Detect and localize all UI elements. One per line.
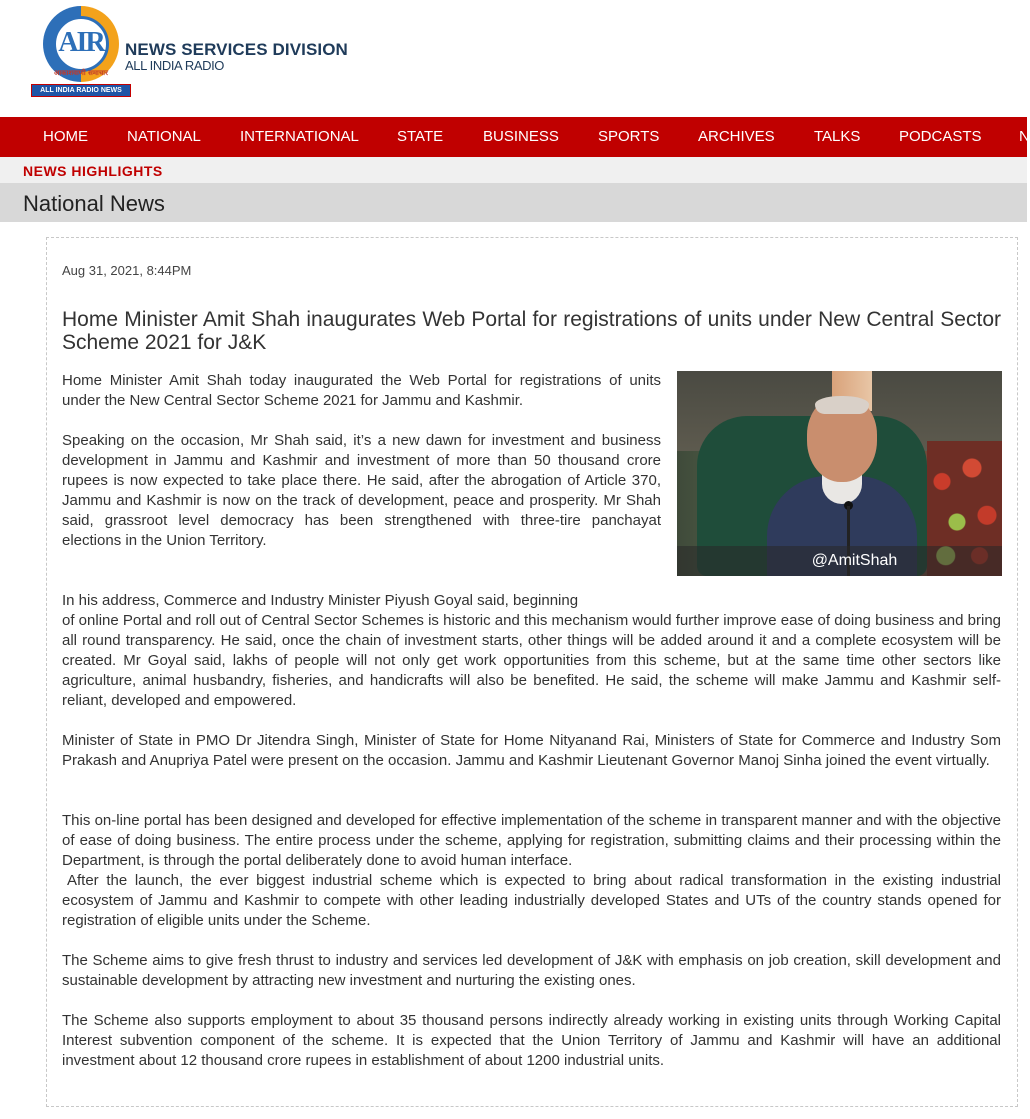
- nav-item-national[interactable]: NATIONAL: [127, 128, 201, 145]
- article-paragraph: of online Portal and roll out of Central Sector Schemes is historic and this mechanism would further improve ease of doing business and bring all round transparency. He said, once the chain of investment starts, other things will be added around it and a complete ecosystem will be created. Mr Goyal said, lakhs of people will not only get work opportunities from this scheme, but at the same time other sectors like agriculture, animal husbandry, fisheries, and handicrafts will also be benefited. He said, the scheme will make Jammu and Kashmir self-reliant, developed and empowered.: [62, 612, 1001, 709]
- logo-inner: [53, 16, 109, 72]
- logo-hindi-text: आकाशवाणी समाचार: [54, 69, 108, 77]
- nav-item-sports[interactable]: SPORTS: [598, 128, 660, 145]
- article-paragraph: This on-line portal has been designed and developed for effective implementation of the scheme in transparent manner and with the objective of ease of doing business. The entire process under the scheme, applying for registration, submitting claims and their processing within the Department, is through the portal deliberately done to avoid human interface.: [62, 812, 1001, 869]
- article-image[interactable]: [677, 371, 1002, 576]
- section-title: National News: [23, 191, 165, 216]
- nav-item-business[interactable]: BUSINESS: [483, 128, 559, 145]
- nav-item-international[interactable]: INTERNATIONAL: [240, 128, 359, 145]
- image-person-hair: [815, 396, 869, 414]
- nav-item-talks[interactable]: TALKS: [814, 128, 861, 145]
- article-paragraph: The Scheme also supports employment to about 35 thousand persons indirectly already working in existing units through Working Capital Interest subvention component of the scheme. It is expected that the Union Territory of Jammu and Kashmir will have an additional investment about 12 thousand crore rupees in establishment of about 1200 industrial units.: [62, 1012, 1001, 1069]
- site-subtitle[interactable]: ALL INDIA RADIO: [125, 58, 224, 73]
- article-paragraph: Speaking on the occasion, Mr Shah said, it’s a new dawn for investment and business development in Jammu and Kashmir and investment of more than 50 thousand crore rupees is now expected to take place there. He said, after the abrogation of Article 370, Jammu and Kashmir is now on the track of development, peace and prosperity. Mr Shah said, grassroot level democracy has been strengthened with three-tire panchayat elections in the Union Territory.: [62, 432, 661, 549]
- site-title[interactable]: NEWS SERVICES DIVISION: [125, 40, 348, 59]
- nav-item-state[interactable]: STATE: [397, 128, 444, 145]
- nav-item-archives[interactable]: ARCHIVES: [698, 128, 775, 145]
- nav-item-podcasts[interactable]: PODCASTS: [899, 128, 982, 145]
- article-paragraph: In his address, Commerce and Industry Minister Piyush Goyal said, beginning: [62, 592, 579, 609]
- article-paragraph: Minister of State in PMO Dr Jitendra Singh, Minister of State for Home Nityanand Rai, Ministers of State for Commerce and Industry Som Prakash and Anupriya Patel were present on the occasion. Jammu and Kashmir Lieutenant Governor Manoj Sinha joined the event virtually.: [62, 732, 1001, 769]
- logo-badge: ALL INDIA RADIO NEWS: [31, 84, 131, 97]
- section-header: [0, 183, 1027, 222]
- article-paragraph: The Scheme aims to give fresh thrust to industry and services led development of J&K with emphasis on job creation, skill development and sustainable development by attracting new investment and nurturing the existing ones.: [62, 952, 1001, 989]
- article-paragraph: Home Minister Amit Shah today inaugurated the Web Portal for registrations of units under the New Central Sector Scheme 2021 for Jammu and Kashmir.: [62, 372, 661, 409]
- air-logo[interactable]: [31, 6, 133, 98]
- logo-mark: AIR: [58, 27, 104, 58]
- article-paragraph: After the launch, the ever biggest industrial scheme which is expected to bring about radical transformation in the existing industrial ecosystem of Jammu and Kashmir to compete with other leading industrially developed States and UTs of the country stands opened for registration of eligible units under the Scheme.: [62, 872, 1001, 929]
- news-highlights-label[interactable]: NEWS HIGHLIGHTS: [23, 163, 163, 179]
- article-date: Aug 31, 2021, 8:44PM: [62, 263, 192, 278]
- nav-item-overflow[interactable]: N: [1019, 128, 1030, 145]
- site-header: [0, 0, 1027, 117]
- article-headline: Home Minister Amit Shah inaugurates Web Portal for registrations of units under New Central Sector Scheme 2021 for J&K: [62, 308, 1001, 354]
- news-highlights-bar: [0, 157, 1027, 183]
- image-caption: @AmitShah: [811, 552, 898, 569]
- main-nav: [0, 117, 1030, 157]
- nav-item-home[interactable]: HOME: [43, 128, 88, 145]
